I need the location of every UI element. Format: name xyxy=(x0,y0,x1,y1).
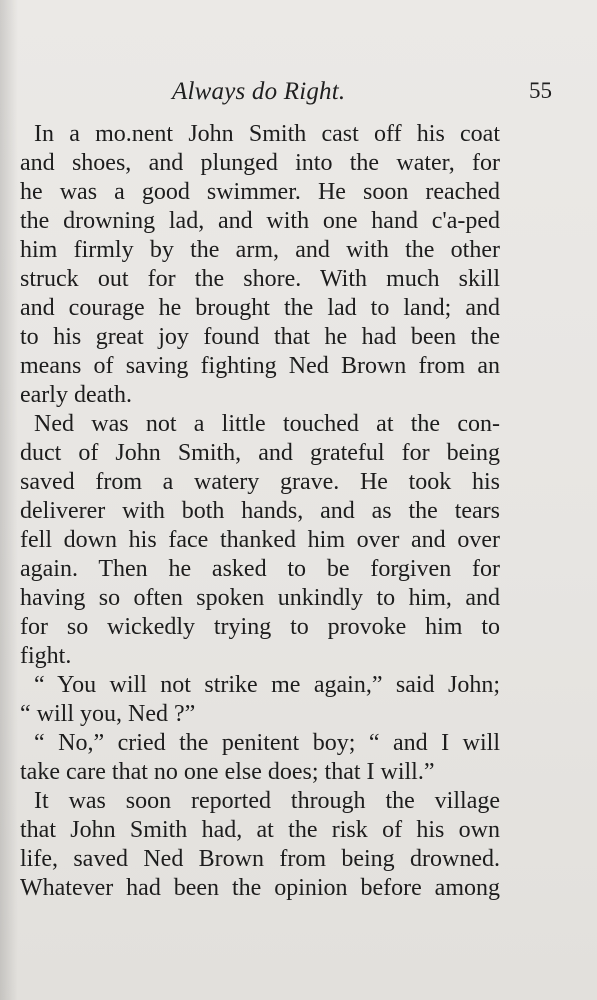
text-line: deliverer with both hands, and as the tears xyxy=(20,498,500,524)
text-line: and shoes, and plunged into the water, for xyxy=(20,150,500,176)
text-line: and courage he brought the lad to land; and xyxy=(20,295,500,321)
text-line: means of saving fighting Ned Brown from an xyxy=(20,353,500,379)
text-line: early death. xyxy=(20,382,132,408)
text-line: for so wickedly trying to provoke him to xyxy=(20,614,500,640)
text-line: Ned was not a little touched at the con- xyxy=(34,411,500,437)
text-line: duct of John Smith, and grateful for being xyxy=(20,440,500,466)
text-line: “ No,” cried the penitent boy; “ and I will xyxy=(34,730,500,756)
page-number: 55 xyxy=(529,78,552,103)
text-line: take care that no one else does; that I will.” xyxy=(20,759,435,785)
text-line: that John Smith had, at the risk of his own xyxy=(20,817,500,843)
text-line: him firmly by the arm, and with the other xyxy=(20,237,500,263)
text-line: to his great joy found that he had been the xyxy=(20,324,500,350)
text-line: life, saved Ned Brown from being drowned. xyxy=(20,846,500,872)
text-line: “ will you, Ned ?” xyxy=(20,701,196,727)
text-line: In a mo.nent John Smith cast off his coat xyxy=(34,121,500,147)
page-edge-shadow xyxy=(0,0,18,1000)
text-line: saved from a watery grave. He took his xyxy=(20,469,500,495)
running-title: Always do Right. xyxy=(172,78,346,105)
body-text xyxy=(20,120,500,903)
text-line: the drowning lad, and with one hand c'a-ped xyxy=(20,208,500,234)
text-line: having so often spoken unkindly to him, and xyxy=(20,585,500,611)
text-line: “ You will not strike me again,” said John; xyxy=(34,672,500,698)
text-line: he was a good swimmer. He soon reached xyxy=(20,179,500,205)
page-header xyxy=(48,74,568,108)
text-line: It was soon reported through the village xyxy=(34,788,500,814)
text-line: fell down his face thanked him over and over xyxy=(20,527,500,553)
text-line: Whatever had been the opinion before among xyxy=(20,875,500,901)
text-line: struck out for the shore. With much skill xyxy=(20,266,500,292)
text-line: fight. xyxy=(20,643,72,669)
text-line: again. Then he asked to be forgiven for xyxy=(20,556,500,582)
